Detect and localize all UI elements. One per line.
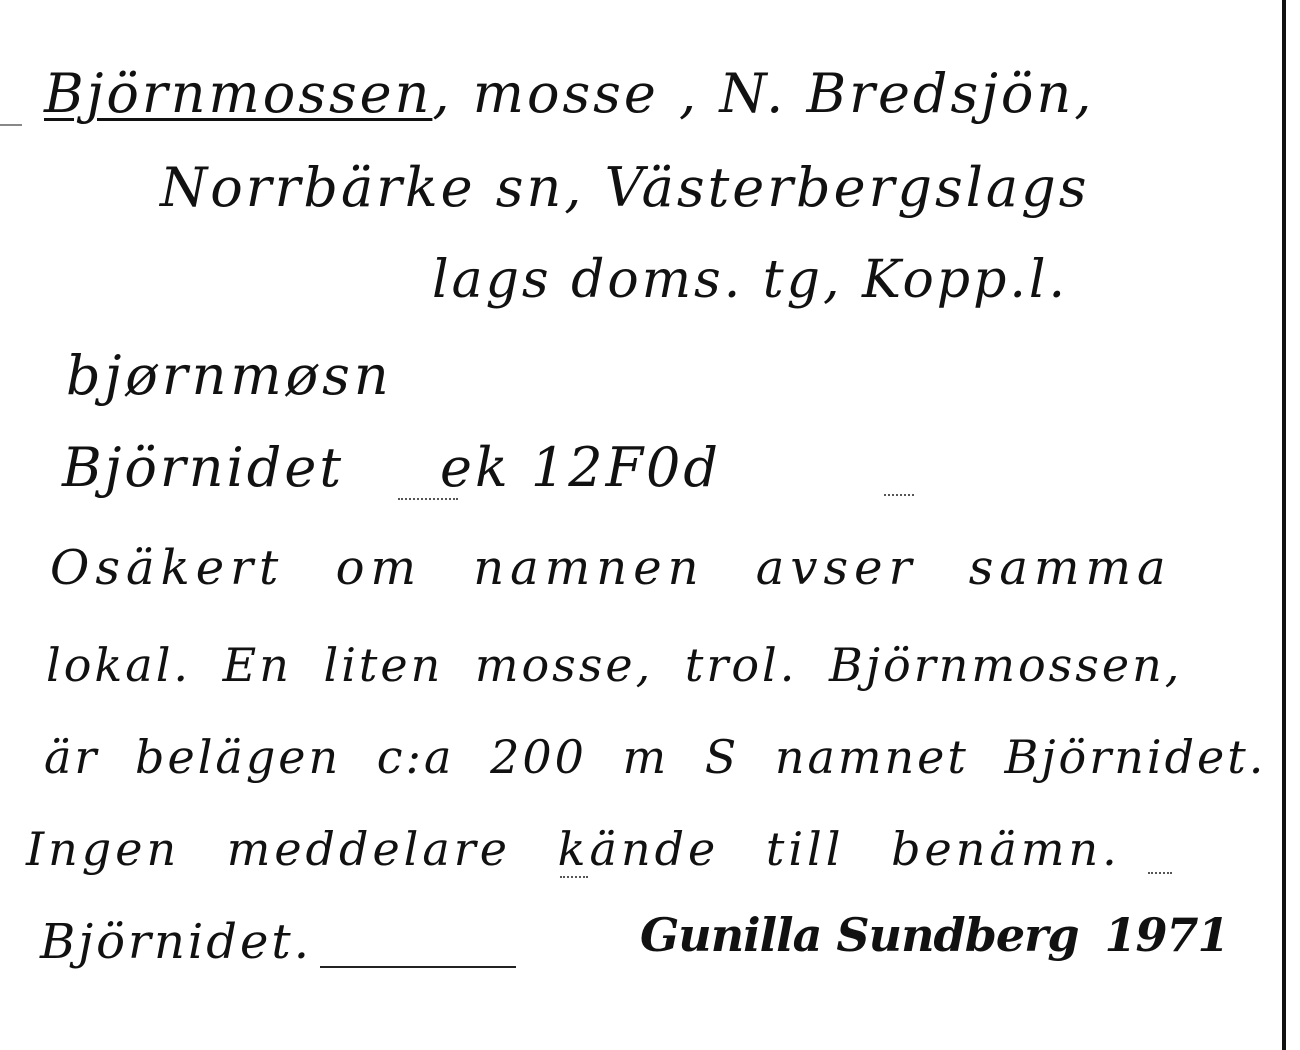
header-line-1 — [44, 62, 1094, 125]
handwritten-underline — [320, 966, 516, 968]
signature-year: 1971 — [1104, 908, 1229, 962]
signature — [640, 908, 1229, 962]
phonetic-transcription: bjørnmøsn — [66, 344, 393, 407]
dotted-rule — [884, 494, 914, 496]
card-right-edge — [1282, 0, 1286, 1050]
map-code: ek 12F0d — [440, 436, 721, 499]
note-line-1: Osäkert om namnen avser samma — [50, 540, 1172, 596]
note-line-3: är belägen c:a 200 m S namnet Björnidet. — [44, 730, 1267, 784]
signature-name: Gunilla Sundberg — [640, 908, 1079, 962]
header-line-2: Norrbärke sn, Västerbergslags — [160, 156, 1090, 219]
place-name: Björnmossen — [44, 62, 433, 125]
header-line-3: lags doms. tg, Kopp.l. — [432, 250, 1069, 310]
note-line-5: Björnidet. — [40, 914, 312, 970]
dotted-rule — [398, 498, 458, 500]
reference-name: Björnidet — [62, 436, 345, 499]
dotted-rule — [560, 876, 588, 878]
note-line-4: Ingen meddelare kände till benämn. — [26, 822, 1121, 876]
dotted-rule — [1148, 872, 1172, 874]
header-line-1-rest: , mosse , N. Bredsjön, — [432, 62, 1095, 125]
note-line-2: lokal. En liten mosse, trol. Björnmossen, — [46, 638, 1183, 692]
reference-line — [62, 436, 721, 499]
left-margin-mark — [0, 124, 22, 126]
